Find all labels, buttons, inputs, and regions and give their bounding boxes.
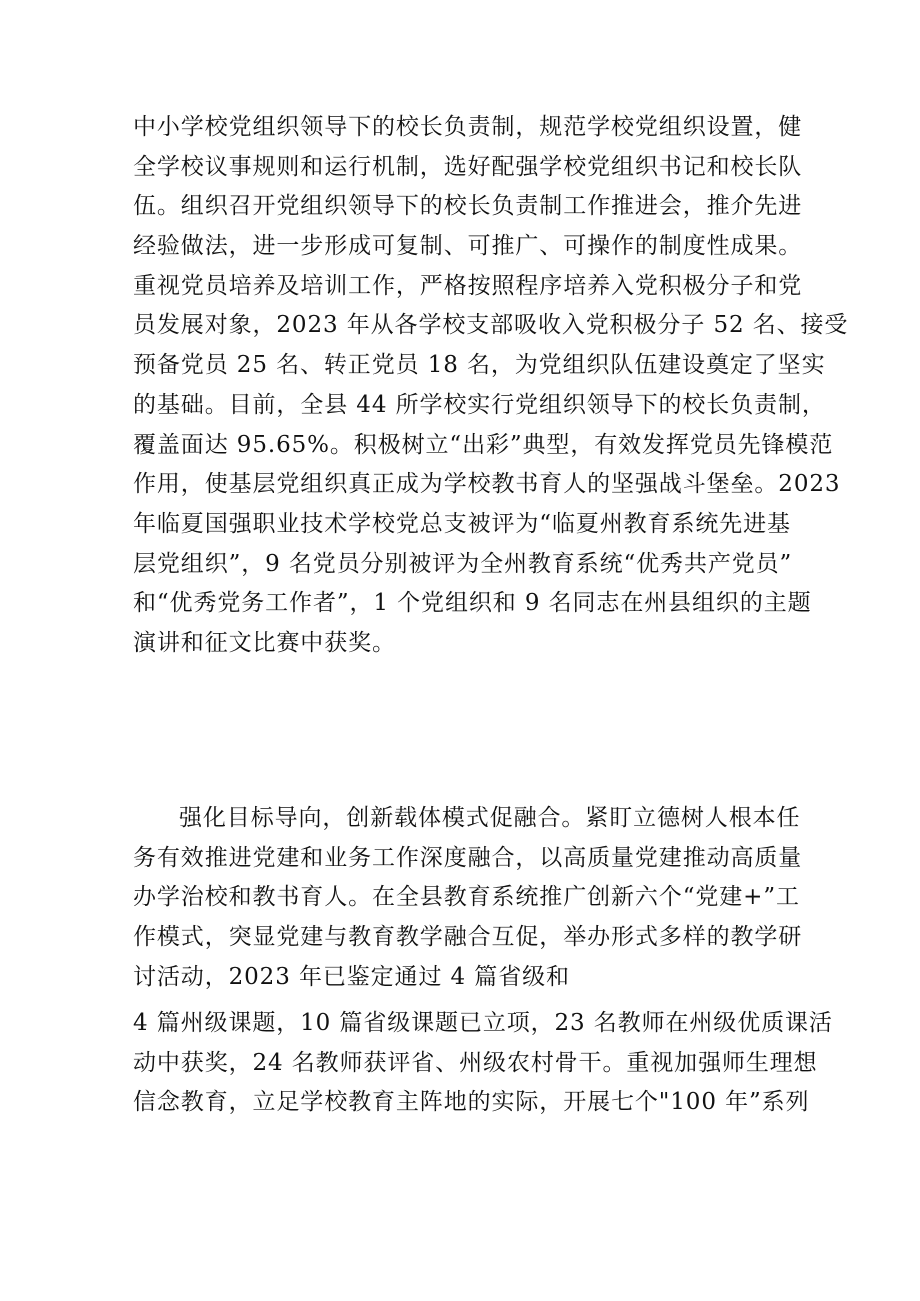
- text-line: 伍。组织召开党组织领导下的校长负责制工作推进会，推介先进: [133, 193, 803, 220]
- text-line: 4 篇州级课题，10 篇省级课题已立项，23 名教师在州级优质课活: [133, 1010, 833, 1036]
- text-line: 覆盖面达 95.65%。积极树立“出彩”典型，有效发挥党员先锋模范: [133, 431, 834, 458]
- text-line: 年临夏国强职业技术学校党总支被评为“临夏州教育系统先进基: [133, 510, 791, 537]
- text-line: 作模式，突显党建与教育教学融合互促，举办形式多样的教学研: [133, 924, 803, 951]
- text-line: 和“优秀党务工作者”，1 个党组织和 9 名同志在州县组织的主题: [133, 590, 812, 617]
- text-line: 重视党员培养及培训工作，严格按照程序培养入党积极分子和党: [133, 272, 803, 299]
- paragraph-research-projects: [133, 1004, 833, 1123]
- text-line: 员发展对象，2023 年从各学校支部吸收入党积极分子 52 名、接受: [133, 312, 849, 339]
- text-line: 务有效推进党建和业务工作深度融合，以高质量党建推动高质量: [133, 844, 803, 871]
- text-line: 层党组织”，9 名党员分别被评为全州教育系统“优秀共产党员”: [133, 550, 793, 577]
- paragraph-goal-orientation: [133, 799, 813, 997]
- text-line: 动中获奖，24 名教师获评省、州级农村骨干。重视加强师生理想: [133, 1049, 818, 1076]
- text-line: 信念教育，立足学校教育主阵地的实际，开展七个"100 年”系列: [133, 1089, 810, 1116]
- text-line: 全学校议事规则和运行机制，选好配强学校党组织书记和校长队: [133, 153, 803, 180]
- text-line: 经验做法，进一步形成可复制、可推广、可操作的制度性成果。: [133, 233, 803, 260]
- paragraph-party-organization: [133, 108, 849, 664]
- text-line: 办学治校和教书育人。在全县教育系统推广创新六个“党建+”工: [133, 884, 800, 911]
- text-line: 预备党员 25 名、转正党员 18 名，为党组织队伍建设奠定了坚实: [133, 352, 826, 379]
- text-line: 强化目标导向，创新载体模式促融合。紧盯立德树人根本任: [179, 805, 801, 831]
- text-line: 中小学校党组织领导下的校长负责制，规范学校党组织设置，健: [133, 114, 803, 140]
- text-line: 讨活动，2023 年已鉴定通过 4 篇省级和: [133, 963, 570, 990]
- text-line: 的基础。目前，全县 44 所学校实行党组织领导下的校长负责制，: [133, 391, 826, 418]
- text-line: 作用，使基层党组织真正成为学校教书育人的坚强战斗堡垒。2023: [133, 471, 841, 498]
- text-line: 演讲和征文比赛中获奖。: [133, 629, 396, 656]
